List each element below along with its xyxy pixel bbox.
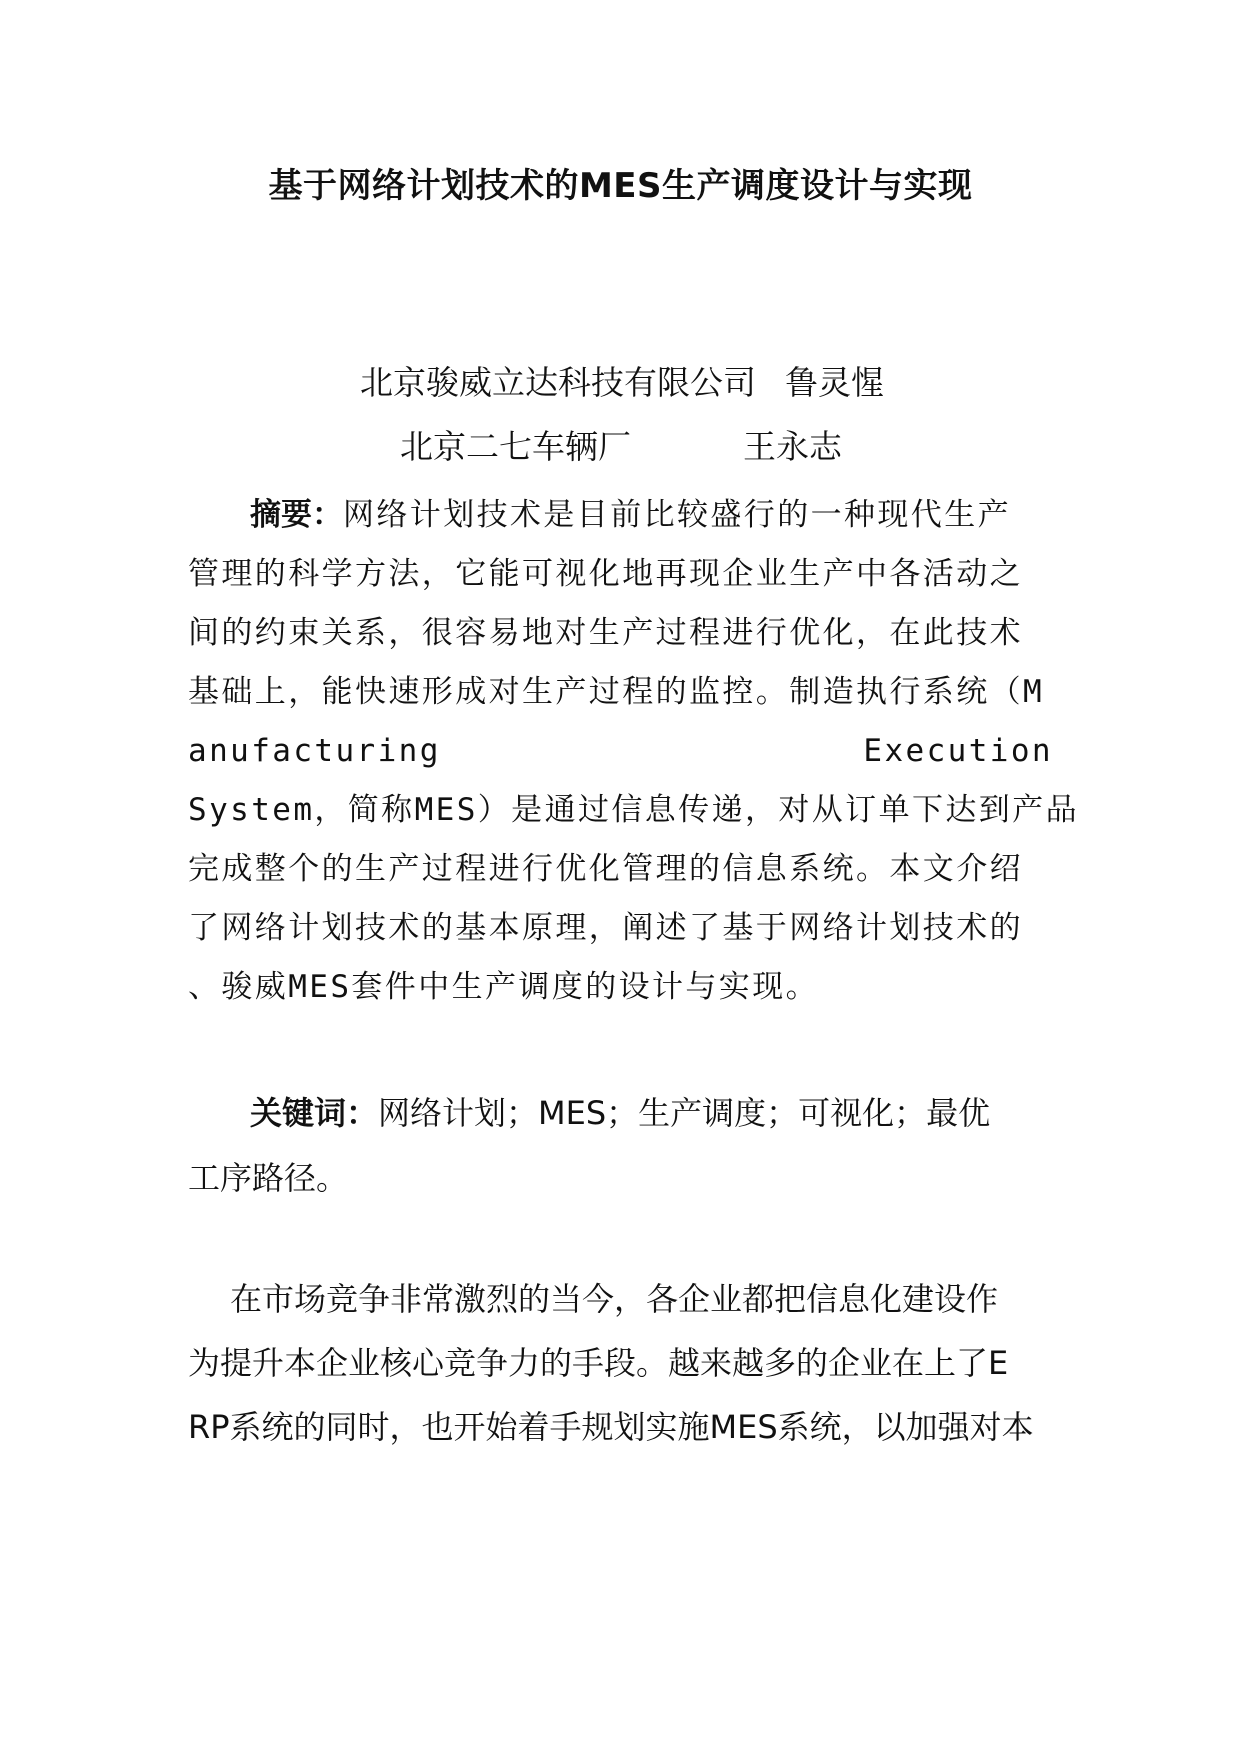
abstract-line: 了网络计划技术的基本原理，阐述了基于网络计划技术的 [188,910,1023,946]
abstract-line: System，简称MES）是通过信息传递，对从订单下达到产品 [188,792,1079,828]
body-line: 为提升本企业核心竞争力的手段。越来越多的企业在上了E [188,1344,1009,1382]
abstract-line [250,493,1011,537]
abstract-line: 、骏威MES套件中生产调度的设计与实现。 [188,969,819,1005]
body-line: 在市场竞争非常激烈的当今，各企业都把信息化建设作 [230,1280,999,1318]
author-1-affiliation: 北京骏威立达科技有限公司 [360,363,756,402]
author-1-name: 鲁灵惺 [785,363,884,402]
author-2-affiliation: 北京二七车辆厂 [400,427,631,466]
document-title: 基于网络计划技术的MES生产调度设计与实现 [268,166,973,206]
body-line: RP系统的同时，也开始着手规划实施MES系统，以加强对本 [188,1408,1034,1446]
abstract-label: 摘要： [250,497,343,533]
abstract-line: 管理的科学方法，它能可视化地再现企业生产中各活动之 [188,556,1023,592]
keywords-line: 工序路径。 [188,1159,349,1197]
abstract-word: Execution [863,733,1053,769]
keywords-line [250,1091,990,1135]
abstract-line: 间的约束关系，很容易地对生产过程进行优化，在此技术 [188,615,1023,651]
abstract-text: 网络计划技术是目前比较盛行的一种现代生产 [343,497,1011,533]
keywords-label: 关键词： [250,1094,379,1132]
abstract-line: 基础上，能快速形成对生产过程的监控。制造执行系统（M [188,674,1045,710]
keywords-text: 网络计划；MES；生产调度；可视化；最优 [378,1094,991,1132]
author-2-name: 王永志 [743,427,842,466]
abstract-word: anufacturing [188,733,441,769]
abstract-line: 完成整个的生产过程进行优化管理的信息系统。本文介绍 [188,851,1023,887]
